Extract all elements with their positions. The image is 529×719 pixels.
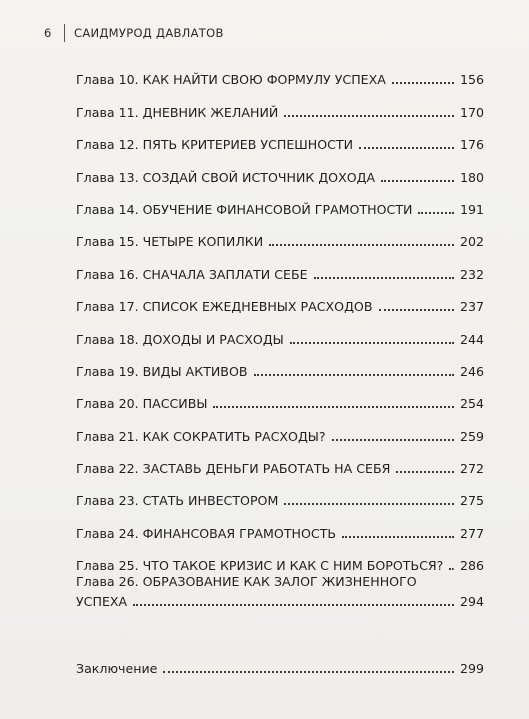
toc-page: 176 <box>459 137 484 153</box>
dot-leader <box>284 503 454 505</box>
dot-leader <box>314 277 454 279</box>
dot-leader <box>342 536 454 538</box>
toc-entry-chapter-13 <box>76 153 484 185</box>
dot-leader <box>359 147 454 149</box>
dot-leader <box>396 471 454 473</box>
dot-leader <box>332 439 454 441</box>
toc-title-continuation <box>76 594 484 610</box>
toc-page: 170 <box>459 104 484 120</box>
toc-page: 275 <box>459 493 484 509</box>
toc-title: Глава 13. СОЗДАЙ СВОЙ ИСТОЧНИК ДОХОДА <box>76 169 376 185</box>
toc-title: Глава 25. ЧТО ТАКОЕ КРИЗИС И КАК С НИМ БОРОТЬСЯ? <box>76 558 444 574</box>
toc-entry-chapter-11 <box>76 88 484 120</box>
toc-page: 202 <box>459 234 484 250</box>
page-number: 6 <box>44 26 52 40</box>
toc-page: 237 <box>459 299 484 315</box>
toc-title: Глава 16. СНАЧАЛА ЗАПЛАТИ СЕБЕ <box>76 266 308 282</box>
toc-page: 244 <box>459 331 484 347</box>
toc-page: 191 <box>459 201 484 217</box>
toc-page: 180 <box>459 169 484 185</box>
toc-title: Глава 19. ВИДЫ АКТИВОВ <box>76 363 248 379</box>
dot-leader <box>381 180 454 182</box>
toc-page: 246 <box>459 363 484 379</box>
toc-title: Глава 18. ДОХОДЫ И РАСХОДЫ <box>76 331 284 347</box>
toc-entry-chapter-19 <box>76 348 484 380</box>
dot-leader <box>284 115 454 117</box>
toc-entry-chapter-15 <box>76 218 484 250</box>
toc-entry-chapter-26 <box>76 574 484 625</box>
header-divider <box>64 24 65 42</box>
dot-leader <box>133 604 454 606</box>
toc-entry-chapter-25 <box>76 542 484 574</box>
toc-entry-chapter-17 <box>76 283 484 315</box>
toc-entry-chapter-20 <box>76 380 484 412</box>
toc-title-line2: УСПЕХА <box>76 594 128 610</box>
toc-page: 254 <box>459 396 484 412</box>
toc-page: 294 <box>459 594 484 610</box>
dot-leader <box>379 309 454 311</box>
toc-title: Глава 26. ОБРАЗОВАНИЕ КАК ЗАЛОГ ЖИЗНЕННОГО <box>76 574 417 590</box>
toc-entry-chapter-21 <box>76 412 484 444</box>
author-name: САИДМУРОД ДАВЛАТОВ <box>74 26 224 40</box>
toc-entry-chapter-23 <box>76 477 484 509</box>
toc-title: Глава 20. ПАССИВЫ <box>76 396 208 412</box>
toc-entry-chapter-24 <box>76 509 484 541</box>
toc-entry-chapter-14 <box>76 186 484 218</box>
toc-page: 299 <box>459 661 484 677</box>
dot-leader <box>290 342 454 344</box>
table-of-contents <box>76 56 484 677</box>
toc-page: 156 <box>459 72 484 88</box>
toc-entry-chapter-22 <box>76 445 484 477</box>
toc-title: Глава 24. ФИНАНСОВАЯ ГРАМОТНОСТЬ <box>76 525 337 541</box>
toc-title: Глава 22. ЗАСТАВЬ ДЕНЬГИ РАБОТАТЬ НА СЕБЯ <box>76 461 391 477</box>
toc-entry-chapter-16 <box>76 250 484 282</box>
toc-page: 277 <box>459 525 484 541</box>
dot-leader <box>392 82 454 84</box>
toc-page: 286 <box>459 558 484 574</box>
toc-title: Глава 11. ДНЕВНИК ЖЕЛАНИЙ <box>76 104 279 120</box>
toc-title: Глава 15. ЧЕТЫРЕ КОПИЛКИ <box>76 234 264 250</box>
running-head <box>44 24 224 42</box>
toc-entry-chapter-10 <box>76 56 484 88</box>
toc-page: 259 <box>459 428 484 444</box>
dot-leader <box>418 212 454 214</box>
toc-title: Глава 21. КАК СОКРАТИТЬ РАСХОДЫ? <box>76 428 326 444</box>
dot-leader <box>254 374 454 376</box>
toc-title: Глава 10. КАК НАЙТИ СВОЮ ФОРМУЛУ УСПЕХА <box>76 72 386 88</box>
toc-page: 232 <box>459 266 484 282</box>
toc-page: 272 <box>459 461 484 477</box>
dot-leader <box>449 568 454 570</box>
toc-entry-chapter-12 <box>76 121 484 153</box>
dot-leader <box>163 671 454 673</box>
dot-leader <box>213 406 453 408</box>
toc-entry-chapter-18 <box>76 315 484 347</box>
toc-title: Глава 12. ПЯТЬ КРИТЕРИЕВ УСПЕШНОСТИ <box>76 137 354 153</box>
toc-title: Глава 17. СПИСОК ЕЖЕДНЕВНЫХ РАСХОДОВ <box>76 299 373 315</box>
toc-title: Глава 14. ОБУЧЕНИЕ ФИНАНСОВОЙ ГРАМОТНОСТИ <box>76 201 413 217</box>
dot-leader <box>269 244 454 246</box>
toc-entry-conclusion <box>76 625 484 677</box>
toc-title: Глава 23. СТАТЬ ИНВЕСТОРОМ <box>76 493 279 509</box>
toc-title: Заключение <box>76 661 158 677</box>
